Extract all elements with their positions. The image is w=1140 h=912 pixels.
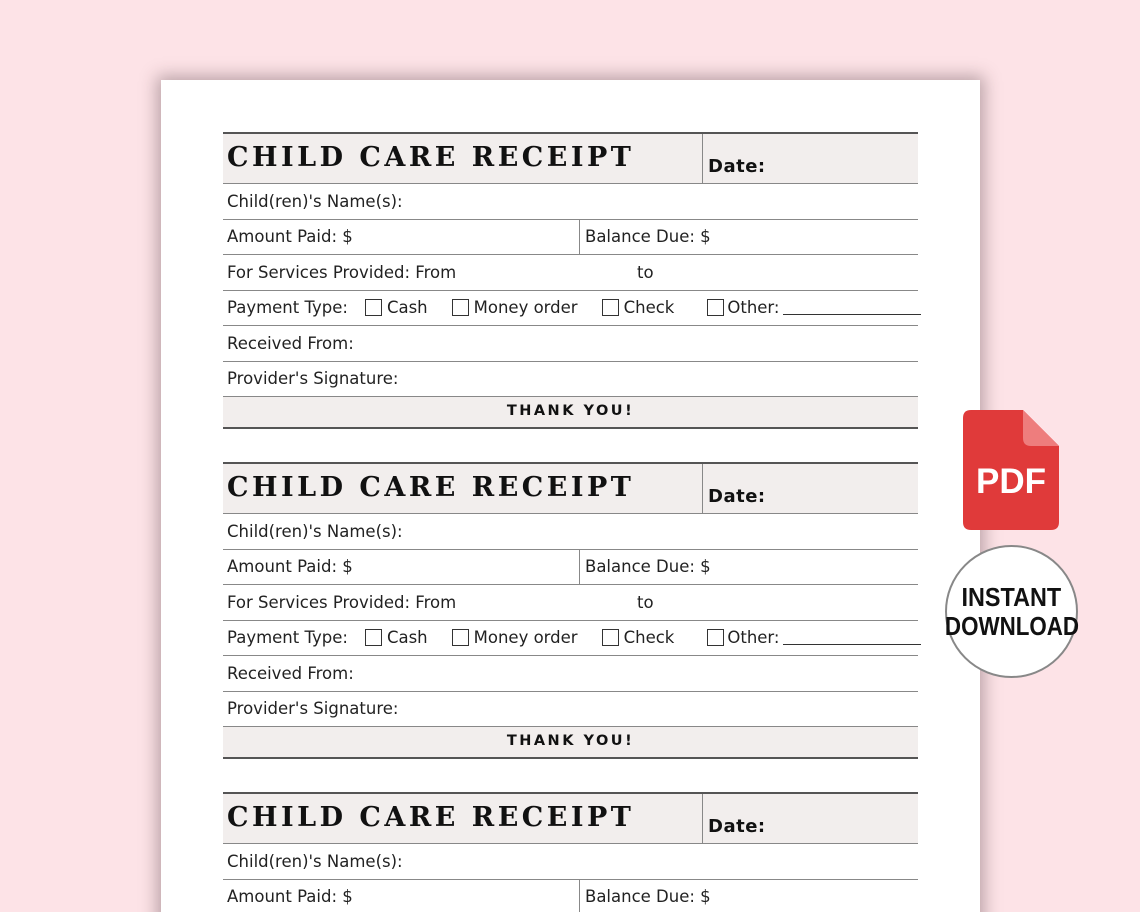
date-label: Date: xyxy=(708,816,766,837)
receipt-1 xyxy=(223,132,918,429)
children-label: Child(ren)'s Name(s): xyxy=(227,191,403,211)
checkbox-icon[interactable] xyxy=(452,299,469,316)
check-option[interactable]: Check xyxy=(602,628,675,647)
amount-paid-label: Amount Paid: $ xyxy=(227,887,353,907)
to-label: to xyxy=(637,262,654,282)
receipt-title: CHILD CARE RECEIPT xyxy=(223,134,703,183)
receipt-2 xyxy=(223,462,918,759)
money-order-option[interactable]: Money order xyxy=(452,628,578,647)
services-row xyxy=(223,585,918,621)
amount-row xyxy=(223,220,918,256)
check-option[interactable]: Check xyxy=(602,298,675,317)
amount-paid-label: Amount Paid: $ xyxy=(227,227,353,247)
services-label: For Services Provided: From xyxy=(227,592,457,612)
badge-line-1: INSTANT xyxy=(961,582,1062,613)
children-row xyxy=(223,844,918,880)
balance-due-label: Balance Due: $ xyxy=(585,557,711,577)
badge-line-2: DOWNLOAD xyxy=(944,610,1079,641)
received-from-label: Received From: xyxy=(227,333,354,353)
checkbox-icon[interactable] xyxy=(602,299,619,316)
thank-you-banner: THANK YOU! xyxy=(223,726,918,759)
cash-option[interactable]: Cash xyxy=(365,298,428,317)
checkbox-icon[interactable] xyxy=(707,629,724,646)
services-row xyxy=(223,255,918,291)
payment-row xyxy=(223,621,918,657)
children-label: Child(ren)'s Name(s): xyxy=(227,521,403,541)
payment-type-label: Payment Type: xyxy=(227,298,348,318)
signature-row xyxy=(223,692,918,726)
provider-signature-label: Provider's Signature: xyxy=(227,369,399,388)
pdf-label: PDF xyxy=(976,462,1046,501)
received-row xyxy=(223,656,918,692)
provider-signature-label: Provider's Signature: xyxy=(227,699,399,718)
receipt-header xyxy=(223,132,918,184)
balance-due-label: Balance Due: $ xyxy=(585,227,711,247)
payment-type-label: Payment Type: xyxy=(227,628,348,648)
amount-paid-label: Amount Paid: $ xyxy=(227,557,353,577)
date-label: Date: xyxy=(708,486,766,507)
children-row xyxy=(223,514,918,550)
payment-row xyxy=(223,291,918,327)
receipt-title: CHILD CARE RECEIPT xyxy=(223,794,703,843)
checkbox-icon[interactable] xyxy=(707,299,724,316)
other-option[interactable]: Other: xyxy=(707,298,921,317)
checkbox-icon[interactable] xyxy=(452,629,469,646)
children-label: Child(ren)'s Name(s): xyxy=(227,851,403,871)
date-label: Date: xyxy=(708,156,766,177)
receipt-title: CHILD CARE RECEIPT xyxy=(223,464,703,513)
instant-download-badge xyxy=(945,545,1078,678)
received-from-label: Received From: xyxy=(227,663,354,683)
received-row xyxy=(223,326,918,362)
services-label: For Services Provided: From xyxy=(227,262,457,282)
amount-row xyxy=(223,880,918,912)
checkbox-icon[interactable] xyxy=(365,299,382,316)
signature-row xyxy=(223,362,918,396)
money-order-option[interactable]: Money order xyxy=(452,298,578,317)
children-row xyxy=(223,184,918,220)
other-option[interactable]: Other: xyxy=(707,628,921,647)
receipt-header xyxy=(223,792,918,844)
checkbox-icon[interactable] xyxy=(365,629,382,646)
receipt-3 xyxy=(223,792,918,912)
other-blank-line[interactable] xyxy=(783,631,921,645)
thank-you-banner: THANK YOU! xyxy=(223,396,918,429)
other-blank-line[interactable] xyxy=(783,301,921,315)
receipt-sheet xyxy=(161,80,980,912)
amount-row xyxy=(223,550,918,586)
balance-due-label: Balance Due: $ xyxy=(585,887,711,907)
checkbox-icon[interactable] xyxy=(602,629,619,646)
receipt-header xyxy=(223,462,918,514)
cash-option[interactable]: Cash xyxy=(365,628,428,647)
to-label: to xyxy=(637,592,654,612)
